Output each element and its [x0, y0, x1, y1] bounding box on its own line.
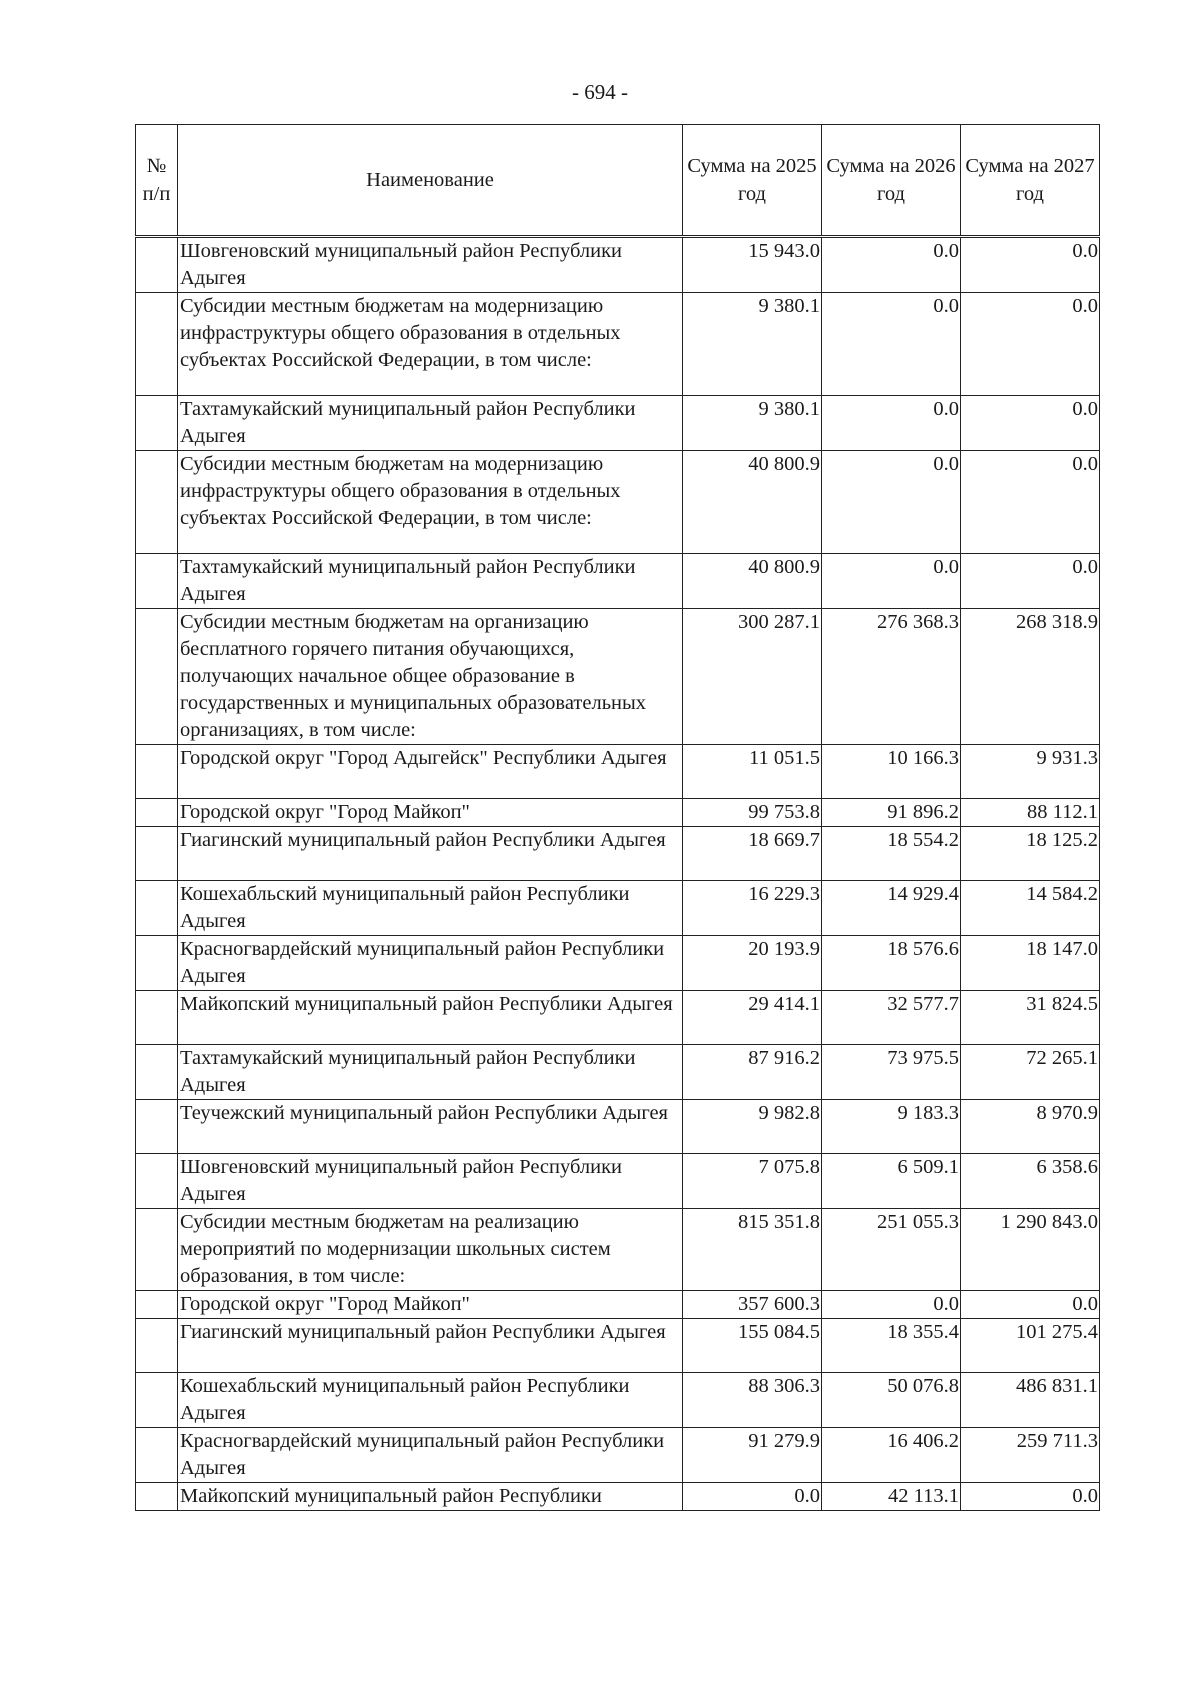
- row-sum-2026-cell: 0.0: [822, 237, 961, 293]
- table-row: [136, 293, 1100, 396]
- table-row: [136, 1291, 1100, 1319]
- row-sum-2026-cell: 14 929.4: [822, 881, 961, 936]
- header-name: Наименование: [178, 125, 683, 237]
- row-sum-2025-cell: 99 753.8: [683, 799, 822, 827]
- table-row: [136, 1100, 1100, 1154]
- row-name-cell: Красногвардейский муниципальный район Республики Адыгея: [178, 936, 683, 991]
- row-name-cell: Городской округ "Город Майкоп": [178, 799, 683, 827]
- row-number-cell: [136, 1291, 178, 1319]
- row-sum-2027-cell: 6 358.6: [961, 1154, 1100, 1209]
- row-number-cell: [136, 396, 178, 451]
- row-name-cell: Шовгеновский муниципальный район Республики Адыгея: [178, 1154, 683, 1209]
- table-row: [136, 745, 1100, 799]
- row-number-cell: [136, 936, 178, 991]
- row-name-cell: Субсидии местным бюджетам на организацию бесплатного горячего питания обучающихся, получающих начальное общее образование в государственных и муниципальных образовательных организациях, в том числе:: [178, 609, 683, 745]
- row-number-cell: [136, 1045, 178, 1100]
- table-row: [136, 1373, 1100, 1428]
- row-sum-2025-cell: 88 306.3: [683, 1373, 822, 1428]
- row-number-cell: [136, 1209, 178, 1291]
- row-number-cell: [136, 293, 178, 396]
- row-sum-2027-cell: 0.0: [961, 451, 1100, 554]
- row-sum-2025-cell: 29 414.1: [683, 991, 822, 1045]
- row-sum-2025-cell: 815 351.8: [683, 1209, 822, 1291]
- row-sum-2025-cell: 15 943.0: [683, 237, 822, 293]
- row-sum-2026-cell: 18 554.2: [822, 827, 961, 881]
- row-sum-2026-cell: 0.0: [822, 554, 961, 609]
- row-sum-2027-cell: 18 147.0: [961, 936, 1100, 991]
- row-sum-2027-cell: 8 970.9: [961, 1100, 1100, 1154]
- row-name-cell: Тахтамукайский муниципальный район Республики Адыгея: [178, 554, 683, 609]
- row-sum-2025-cell: 9 982.8: [683, 1100, 822, 1154]
- row-sum-2026-cell: 50 076.8: [822, 1373, 961, 1428]
- row-number-cell: [136, 827, 178, 881]
- table-row: [136, 799, 1100, 827]
- row-name-cell: Красногвардейский муниципальный район Республики Адыгея: [178, 1428, 683, 1483]
- row-number-cell: [136, 1373, 178, 1428]
- table-header: [136, 125, 1100, 237]
- row-number-cell: [136, 1154, 178, 1209]
- row-number-cell: [136, 1483, 178, 1511]
- table-row: [136, 1319, 1100, 1373]
- row-sum-2026-cell: 0.0: [822, 451, 961, 554]
- row-name-cell: Гиагинский муниципальный район Республики Адыгея: [178, 827, 683, 881]
- row-sum-2025-cell: 91 279.9: [683, 1428, 822, 1483]
- table-row: [136, 936, 1100, 991]
- row-sum-2026-cell: 0.0: [822, 293, 961, 396]
- row-sum-2025-cell: 7 075.8: [683, 1154, 822, 1209]
- row-sum-2026-cell: 18 576.6: [822, 936, 961, 991]
- row-sum-2025-cell: 9 380.1: [683, 293, 822, 396]
- row-number-cell: [136, 451, 178, 554]
- table-row: [136, 1209, 1100, 1291]
- row-name-cell: Теучежский муниципальный район Республики Адыгея: [178, 1100, 683, 1154]
- row-sum-2027-cell: 259 711.3: [961, 1428, 1100, 1483]
- budget-table: [135, 124, 1100, 1511]
- row-sum-2027-cell: 268 318.9: [961, 609, 1100, 745]
- row-sum-2027-cell: 101 275.4: [961, 1319, 1100, 1373]
- row-sum-2027-cell: 486 831.1: [961, 1373, 1100, 1428]
- row-sum-2026-cell: 91 896.2: [822, 799, 961, 827]
- row-sum-2027-cell: 0.0: [961, 1483, 1100, 1511]
- row-sum-2026-cell: 73 975.5: [822, 1045, 961, 1100]
- row-number-cell: [136, 799, 178, 827]
- table-row: [136, 554, 1100, 609]
- row-sum-2025-cell: 357 600.3: [683, 1291, 822, 1319]
- row-name-cell: Тахтамукайский муниципальный район Республики Адыгея: [178, 396, 683, 451]
- row-number-cell: [136, 1319, 178, 1373]
- row-name-cell: Шовгеновский муниципальный район Республики Адыгея: [178, 237, 683, 293]
- row-name-cell: Кошехабльский муниципальный район Республики Адыгея: [178, 1373, 683, 1428]
- table-row: [136, 609, 1100, 745]
- table-row: [136, 1428, 1100, 1483]
- table-row: [136, 881, 1100, 936]
- header-num: № п/п: [136, 125, 178, 237]
- row-sum-2026-cell: 0.0: [822, 1291, 961, 1319]
- table-row: [136, 1154, 1100, 1209]
- row-sum-2026-cell: 16 406.2: [822, 1428, 961, 1483]
- row-name-cell: Кошехабльский муниципальный район Республики Адыгея: [178, 881, 683, 936]
- table-body: [136, 237, 1100, 1511]
- row-sum-2026-cell: 9 183.3: [822, 1100, 961, 1154]
- row-sum-2026-cell: 18 355.4: [822, 1319, 961, 1373]
- row-sum-2027-cell: 0.0: [961, 1291, 1100, 1319]
- table-row: [136, 991, 1100, 1045]
- row-sum-2026-cell: 276 368.3: [822, 609, 961, 745]
- header-sum-2026: Сумма на 2026 год: [822, 125, 961, 237]
- row-sum-2025-cell: 11 051.5: [683, 745, 822, 799]
- row-number-cell: [136, 1428, 178, 1483]
- row-name-cell: Городской округ "Город Адыгейск" Республики Адыгея: [178, 745, 683, 799]
- row-sum-2027-cell: 0.0: [961, 293, 1100, 396]
- row-name-cell: Городской округ "Город Майкоп": [178, 1291, 683, 1319]
- row-number-cell: [136, 1100, 178, 1154]
- row-name-cell: Субсидии местным бюджетам на модернизацию инфраструктуры общего образования в отдельных субъектах Российской Федерации, в том числе:: [178, 451, 683, 554]
- row-name-cell: Тахтамукайский муниципальный район Республики Адыгея: [178, 1045, 683, 1100]
- row-sum-2027-cell: 0.0: [961, 396, 1100, 451]
- row-name-cell: Субсидии местным бюджетам на реализацию мероприятий по модернизации школьных систем образования, в том числе:: [178, 1209, 683, 1291]
- row-name-cell: Субсидии местным бюджетам на модернизацию инфраструктуры общего образования в отдельных субъектах Российской Федерации, в том числе:: [178, 293, 683, 396]
- row-sum-2027-cell: 0.0: [961, 554, 1100, 609]
- row-number-cell: [136, 554, 178, 609]
- header-sum-2027: Сумма на 2027 год: [961, 125, 1100, 237]
- table-row: [136, 396, 1100, 451]
- table-row: [136, 1483, 1100, 1511]
- row-sum-2025-cell: 18 669.7: [683, 827, 822, 881]
- page-number: - 694 -: [572, 80, 628, 104]
- table-row: [136, 237, 1100, 293]
- row-sum-2027-cell: 0.0: [961, 237, 1100, 293]
- row-sum-2027-cell: 14 584.2: [961, 881, 1100, 936]
- header-sum-2025: Сумма на 2025 год: [683, 125, 822, 237]
- row-sum-2025-cell: 20 193.9: [683, 936, 822, 991]
- row-sum-2025-cell: 16 229.3: [683, 881, 822, 936]
- row-number-cell: [136, 881, 178, 936]
- row-name-cell: Майкопский муниципальный район Республики: [178, 1483, 683, 1511]
- row-sum-2025-cell: 300 287.1: [683, 609, 822, 745]
- row-sum-2025-cell: 0.0: [683, 1483, 822, 1511]
- row-sum-2027-cell: 31 824.5: [961, 991, 1100, 1045]
- row-sum-2026-cell: 6 509.1: [822, 1154, 961, 1209]
- row-name-cell: Майкопский муниципальный район Республики Адыгея: [178, 991, 683, 1045]
- row-sum-2027-cell: 9 931.3: [961, 745, 1100, 799]
- row-sum-2025-cell: 155 084.5: [683, 1319, 822, 1373]
- row-number-cell: [136, 745, 178, 799]
- row-sum-2025-cell: 40 800.9: [683, 451, 822, 554]
- row-name-cell: Гиагинский муниципальный район Республики Адыгея: [178, 1319, 683, 1373]
- row-sum-2026-cell: 251 055.3: [822, 1209, 961, 1291]
- row-sum-2025-cell: 87 916.2: [683, 1045, 822, 1100]
- row-sum-2026-cell: 10 166.3: [822, 745, 961, 799]
- row-sum-2027-cell: 88 112.1: [961, 799, 1100, 827]
- row-number-cell: [136, 237, 178, 293]
- row-sum-2027-cell: 1 290 843.0: [961, 1209, 1100, 1291]
- row-sum-2027-cell: 18 125.2: [961, 827, 1100, 881]
- table-row: [136, 1045, 1100, 1100]
- row-sum-2026-cell: 32 577.7: [822, 991, 961, 1045]
- row-number-cell: [136, 609, 178, 745]
- row-sum-2026-cell: 0.0: [822, 396, 961, 451]
- row-sum-2026-cell: 42 113.1: [822, 1483, 961, 1511]
- row-sum-2027-cell: 72 265.1: [961, 1045, 1100, 1100]
- table-row: [136, 827, 1100, 881]
- row-sum-2025-cell: 40 800.9: [683, 554, 822, 609]
- row-sum-2025-cell: 9 380.1: [683, 396, 822, 451]
- row-number-cell: [136, 991, 178, 1045]
- table-row: [136, 451, 1100, 554]
